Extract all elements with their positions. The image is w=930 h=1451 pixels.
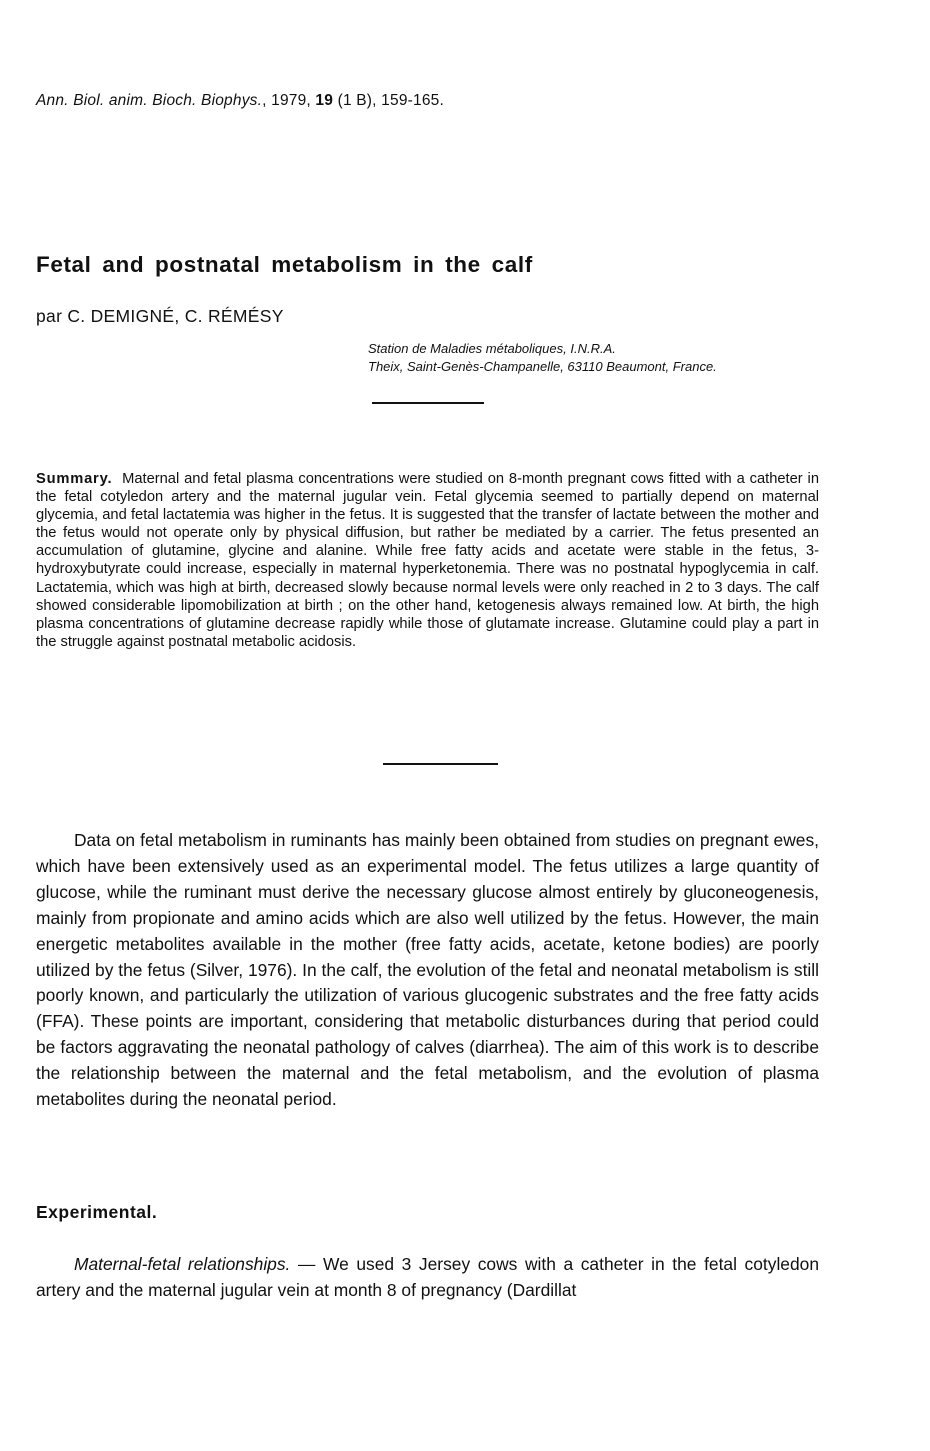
journal-year: , 1979,: [262, 92, 316, 109]
divider-rule-top: [372, 402, 484, 404]
section-heading-experimental: Experimental.: [36, 1202, 158, 1222]
summary-abstract: [36, 470, 819, 651]
divider-rule-bottom: [383, 763, 498, 765]
affiliation-line-1: Station de Maladies métaboliques, I.N.R.A.: [368, 341, 616, 356]
journal-name: Ann. Biol. anim. Bioch. Biophys.: [36, 92, 263, 109]
journal-issue-pages: (1 B), 159-165.: [333, 92, 444, 109]
journal-volume: 19: [315, 92, 334, 109]
article-authors: par C. DEMIGNÉ, C. RÉMÉSY: [36, 306, 284, 326]
author-affiliation: [368, 340, 717, 376]
article-title: Fetal and postnatal metabolism in the calf: [36, 252, 533, 277]
experimental-paragraph: [36, 1252, 819, 1304]
summary-text: Maternal and fetal plasma concentrations were studied on 8-month pregnant cows fitted with a catheter in the fetal cotyledon artery and the maternal jugular vein. Fetal glycemia seemed to partially depend on maternal glycemia, and fetal lactatemia was higher in the fetus. It is suggested that the transfer of lactate between the mother and the fetus would not operate only by physical diffusion, but rather be mediated by a carrier. The fetus presented an accumulation of glutamine, glycine and alanine. While free fatty acids and acetate were stable in the fetus, 3-hydroxybutyrate could increase, especially in maternal hyperketonemia. There was no postnatal hypoglycemia in calf. Lactatemia, which was high at birth, decreased slowly because normal levels were only reached in 2 to 3 days. The calf showed considerable lipomobilization at birth ; on the other hand, ketogenesis always remained low. At birth, the high plasma concentrations of glutamine decrease rapidly while those of glutamate increase. Glutamine could play a part in the struggle against postnatal metabolic acidosis.: [36, 471, 819, 650]
journal-reference: [36, 92, 444, 110]
affiliation-line-2: Theix, Saint-Genès-Champanelle, 63110 Beaumont, France.: [368, 359, 717, 374]
introduction-paragraph: Data on fetal metabolism in ruminants has mainly been obtained from studies on pregnant ewes, which have been extensively used as an experimental model. The fetus utilizes a large quantity of glucose, while the ruminant must derive the necessary glucose almost entirely by gluconeogenesis, mainly from propionate and amino acids which are also well utilized by the fetus. However, the main energetic metabolites available in the mother (free fatty acids, acetate, ketone bodies) are poorly utilized by the fetus (Silver, 1976). In the calf, the evolution of the fetal and neonatal metabolism is still poorly known, and particularly the utilization of various glucogenic substrates and the free fatty acids (FFA). These points are important, considering that metabolic disturbances during that period could be factors aggravating the neonatal pathology of calves (diarrhea). The aim of this work is to describe the relationship between the maternal and the fetal metabolism, and the evolution of plasma metabolites during the neonatal period.: [36, 830, 819, 1110]
summary-label: Summary.: [36, 471, 113, 487]
paragraph-text: — We used 3 Jersey cows with a catheter in the fetal cotyledon artery and the maternal jugular vein at month 8 of pregnancy (Dardillat: [36, 1254, 819, 1300]
paragraph-lead-italic: Maternal-fetal relationships.: [74, 1254, 291, 1274]
